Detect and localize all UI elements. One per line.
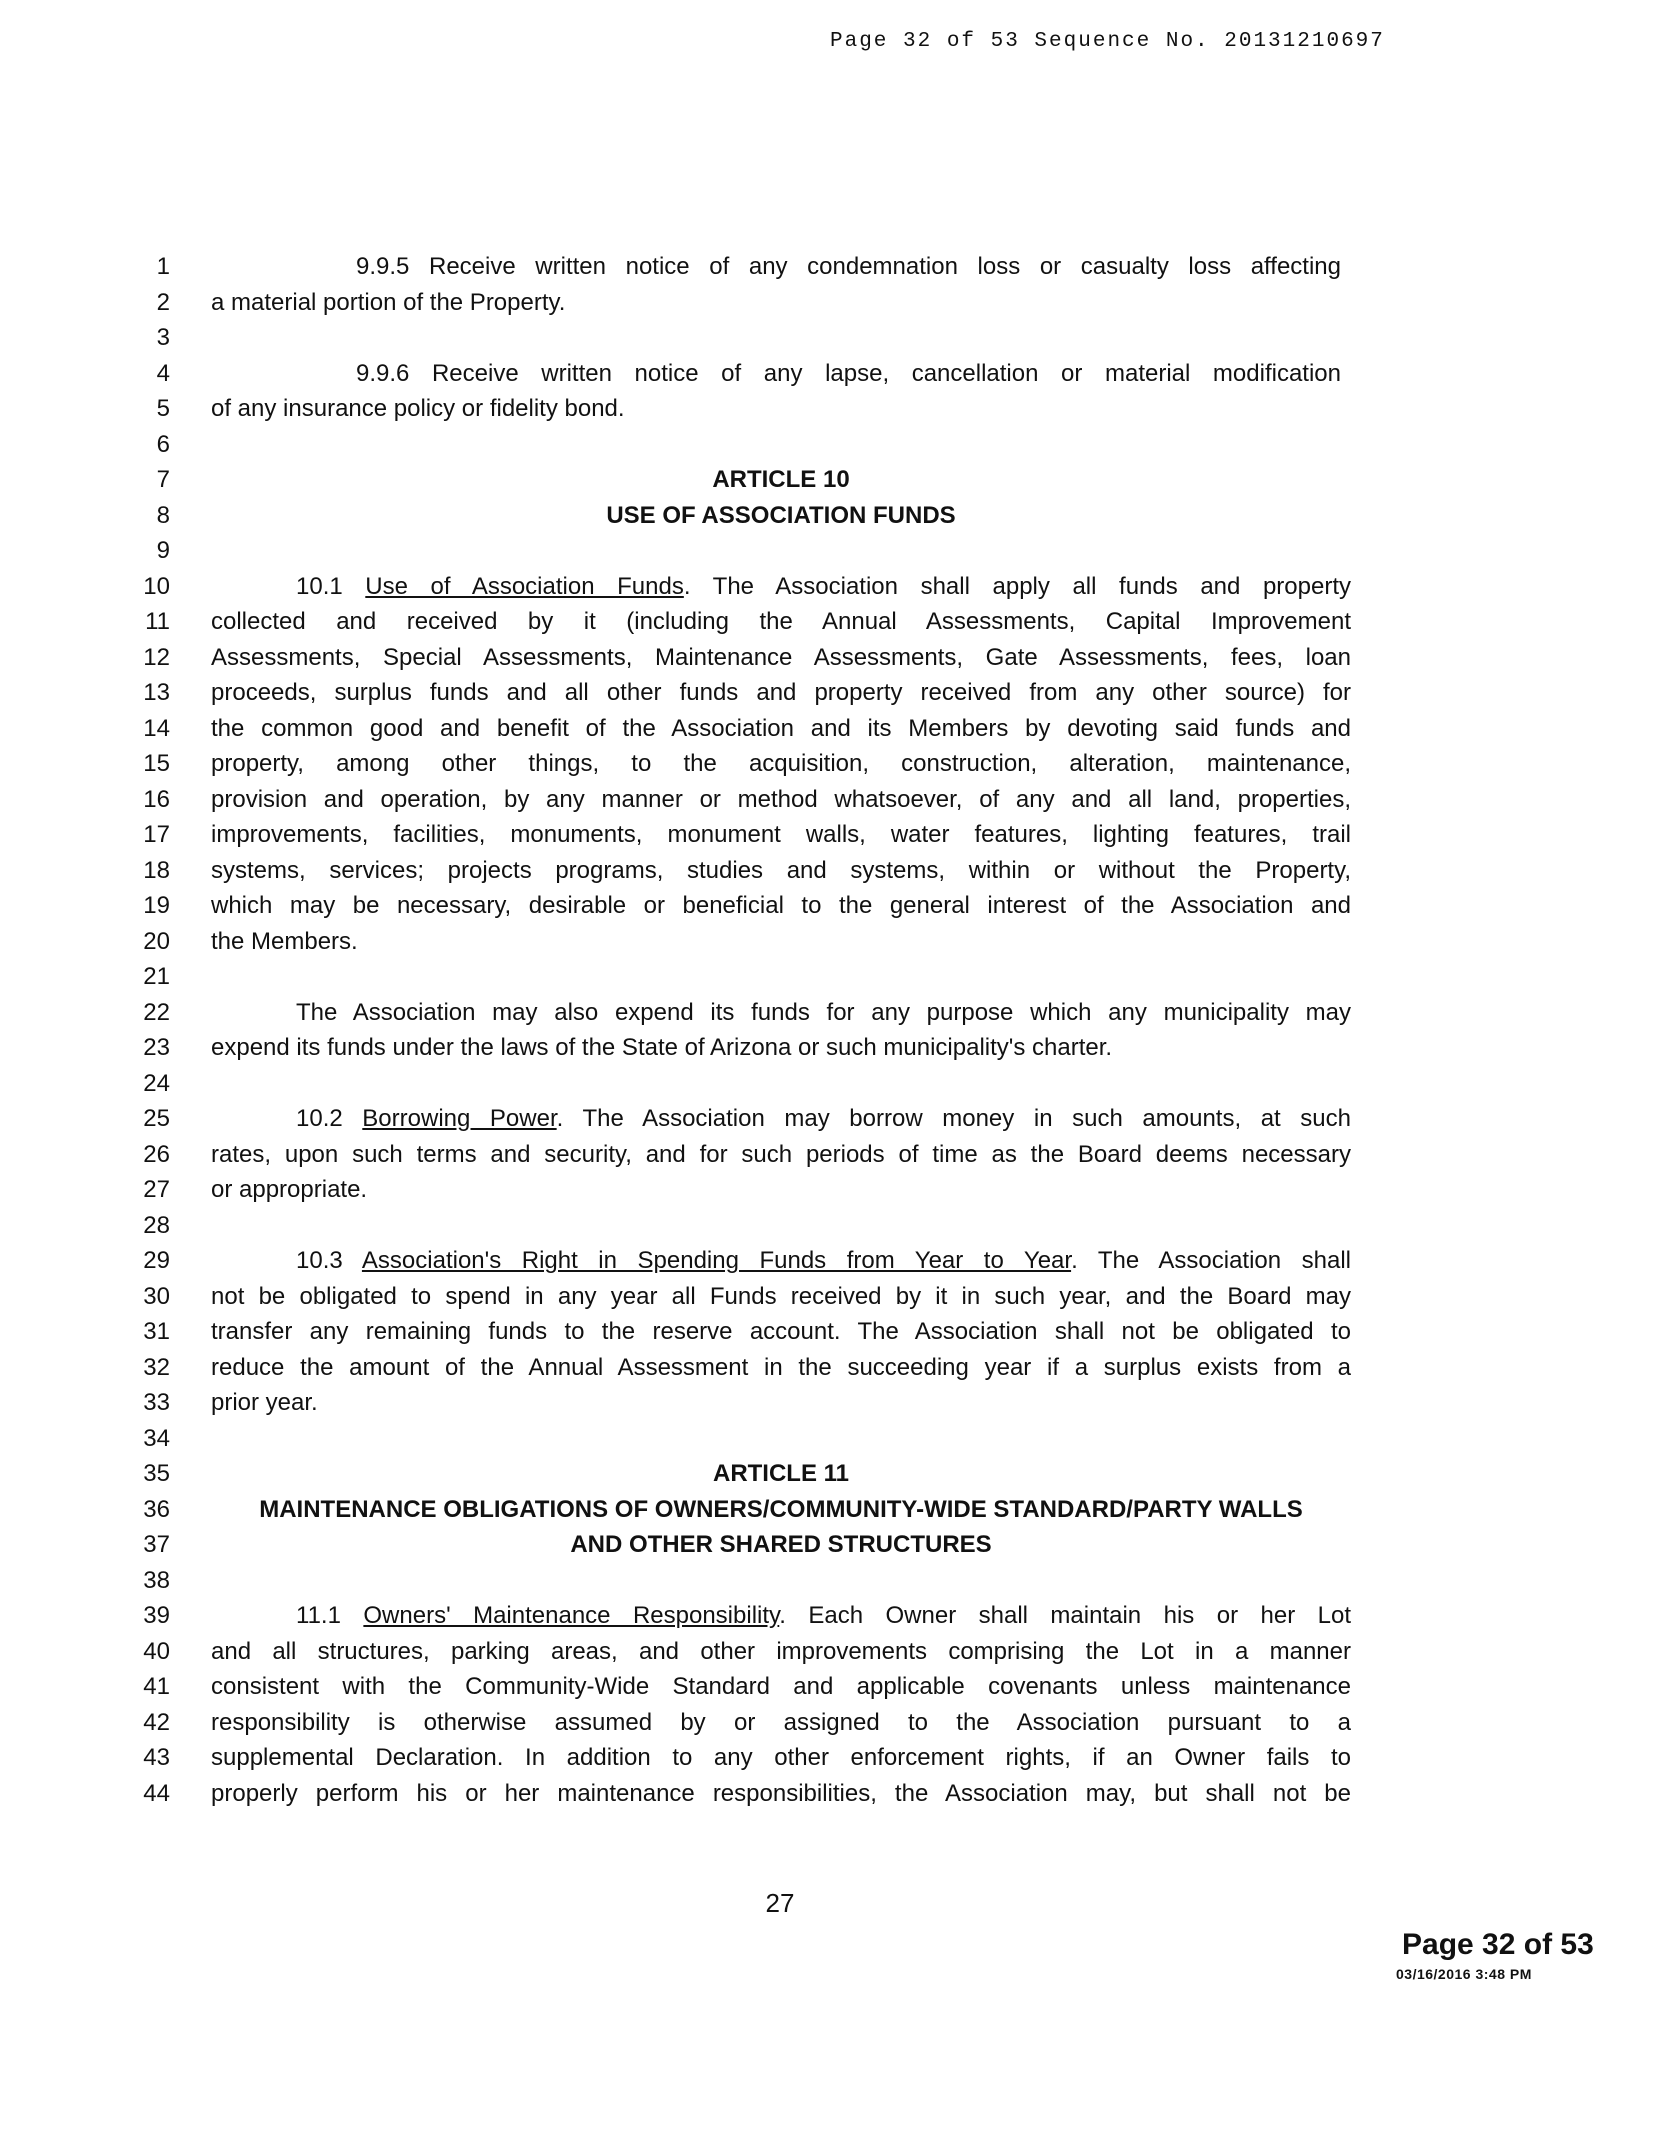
text-segment: The Association may also expend its funds for any purpose which any municipality may bbox=[296, 998, 1351, 1026]
text-segment: 9.9.6 Receive written notice of any lapse, cancellation or material modification bbox=[356, 359, 1341, 387]
text-line bbox=[211, 1779, 1351, 1809]
text-segment: 10.1 bbox=[296, 572, 366, 600]
text-line bbox=[211, 1637, 1351, 1667]
line-number: 18 bbox=[143, 856, 170, 884]
line-number: 21 bbox=[143, 963, 170, 990]
text-segment: 11.1 bbox=[296, 1602, 364, 1629]
line-number: 26 bbox=[143, 1140, 170, 1168]
line-number: 5 bbox=[156, 395, 170, 422]
line-number: 20 bbox=[143, 927, 170, 955]
text-line bbox=[211, 1459, 1351, 1489]
text-line bbox=[211, 856, 1351, 886]
text-segment: Assessments, Special Assessments, Maintenance Assessments, Gate Assessments, fees, loan bbox=[211, 643, 1351, 671]
line-number: 40 bbox=[143, 1637, 170, 1665]
text-line bbox=[211, 643, 1351, 673]
text-segment: rates, upon such terms and security, and for such periods of time as the Board deems necessary bbox=[211, 1140, 1351, 1168]
line-number: 29 bbox=[143, 1247, 170, 1274]
line-number: 3 bbox=[156, 324, 170, 351]
text-segment: . Each Owner shall maintain his or her Lot bbox=[779, 1602, 1351, 1629]
line-number: 36 bbox=[143, 1495, 170, 1523]
text-segment: the Members. bbox=[211, 927, 358, 955]
text-line bbox=[296, 1104, 1351, 1134]
line-number: 23 bbox=[143, 1034, 170, 1061]
line-number: 41 bbox=[143, 1673, 170, 1700]
text-segment: prior year. bbox=[211, 1389, 318, 1416]
line-number: 24 bbox=[143, 1069, 170, 1097]
text-line bbox=[211, 891, 1351, 921]
line-number: 32 bbox=[143, 1353, 170, 1381]
line-number: 12 bbox=[143, 643, 170, 671]
text-line bbox=[211, 1317, 1351, 1347]
line-number: 25 bbox=[143, 1105, 170, 1132]
text-segment: not be obligated to spend in any year all Funds received by it in such year, and the Board may bbox=[211, 1282, 1351, 1310]
text-line bbox=[211, 1743, 1351, 1773]
text-line bbox=[211, 1672, 1351, 1702]
text-line bbox=[211, 1708, 1351, 1738]
line-number: 9 bbox=[156, 537, 170, 564]
line-number: 27 bbox=[143, 1176, 170, 1203]
text-segment: a material portion of the Property. bbox=[211, 288, 566, 316]
text-segment: reduce the amount of the Annual Assessment in the succeeding year if a surplus exists from a bbox=[211, 1353, 1351, 1381]
text-segment: USE OF ASSOCIATION FUNDS bbox=[606, 501, 956, 529]
text-segment: of any insurance policy or fidelity bond. bbox=[211, 395, 625, 422]
text-line bbox=[211, 394, 1351, 424]
text-segment: . The Association shall apply all funds and property bbox=[683, 572, 1351, 600]
text-segment: . The Association shall bbox=[1071, 1247, 1352, 1274]
text-line bbox=[211, 465, 1351, 495]
line-number: 39 bbox=[143, 1602, 170, 1629]
text-segment: expend its funds under the laws of the State of Arizona or such municipality's charter. bbox=[211, 1034, 1113, 1061]
text-line bbox=[211, 714, 1351, 744]
section-heading: Association's Right in Spending Funds from Year to Year bbox=[361, 1247, 1072, 1274]
line-number: 10 bbox=[143, 572, 170, 600]
line-number: 6 bbox=[156, 430, 170, 458]
text-line bbox=[211, 1495, 1351, 1525]
text-segment: responsibility is otherwise assumed by or assigned to the Association pursuant to a bbox=[211, 1708, 1351, 1736]
text-segment: ARTICLE 10 bbox=[712, 466, 850, 493]
text-segment: or appropriate. bbox=[211, 1176, 368, 1203]
text-line bbox=[356, 359, 1341, 389]
text-line bbox=[211, 678, 1351, 708]
line-number: 7 bbox=[156, 466, 170, 493]
text-line bbox=[211, 1175, 1351, 1205]
text-segment: . The Association may borrow money in such amounts, at such bbox=[556, 1105, 1351, 1132]
text-line bbox=[211, 1530, 1351, 1560]
text-segment: improvements, facilities, monuments, monument walls, water features, lighting features, trail bbox=[211, 821, 1351, 848]
text-segment: consistent with the Community-Wide Standard and applicable covenants unless maintenance bbox=[211, 1673, 1351, 1700]
text-segment: AND OTHER SHARED STRUCTURES bbox=[570, 1531, 992, 1558]
text-segment: which may be necessary, desirable or beneficial to the general interest of the Association and bbox=[211, 892, 1351, 919]
text-line bbox=[211, 1282, 1351, 1312]
line-number: 31 bbox=[143, 1318, 170, 1345]
line-number: 19 bbox=[143, 892, 170, 919]
text-line bbox=[356, 252, 1341, 282]
text-line bbox=[211, 1140, 1351, 1170]
text-segment: collected and received by it (including the Annual Assessments, Capital Improvement bbox=[211, 608, 1351, 635]
line-number: 16 bbox=[143, 785, 170, 813]
text-line bbox=[211, 927, 1351, 957]
line-number: 33 bbox=[143, 1389, 170, 1416]
page-stamp: Page 32 of 53 bbox=[1402, 1928, 1594, 1961]
text-line bbox=[211, 501, 1351, 531]
line-number: 28 bbox=[143, 1211, 170, 1239]
sequence-header: Page 32 of 53 Sequence No. 20131210697 bbox=[830, 30, 1385, 53]
line-number: 13 bbox=[143, 679, 170, 706]
text-line bbox=[211, 607, 1351, 637]
line-number: 35 bbox=[143, 1460, 170, 1487]
line-number: 1 bbox=[156, 253, 170, 280]
text-line bbox=[211, 1353, 1351, 1383]
line-number: 34 bbox=[143, 1424, 170, 1452]
stamp-date: 03/16/2016 3:48 PM bbox=[1396, 1966, 1532, 1982]
line-number: 44 bbox=[143, 1779, 170, 1807]
text-line bbox=[296, 998, 1351, 1028]
text-segment: proceeds, surplus funds and all other funds and property received from any other source) for bbox=[211, 679, 1351, 706]
line-number: 8 bbox=[156, 501, 170, 529]
text-line bbox=[211, 820, 1351, 850]
line-number: 11 bbox=[145, 608, 170, 635]
text-segment: MAINTENANCE OBLIGATIONS OF OWNERS/COMMUNITY-WIDE STANDARD/PARTY WALLS bbox=[259, 1495, 1303, 1523]
text-segment: supplemental Declaration. In addition to any other enforcement rights, if an Owner fails to bbox=[211, 1744, 1351, 1771]
text-segment: properly perform his or her maintenance responsibilities, the Association may, but shall not be bbox=[211, 1779, 1351, 1807]
text-segment: and all structures, parking areas, and other improvements comprising the Lot in a manner bbox=[211, 1637, 1351, 1665]
line-number: 38 bbox=[143, 1566, 170, 1594]
text-line bbox=[211, 288, 1351, 318]
section-heading: Borrowing Power bbox=[362, 1105, 557, 1132]
text-line bbox=[211, 749, 1351, 779]
text-segment: 9.9.5 Receive written notice of any condemnation loss or casualty loss affecting bbox=[356, 253, 1341, 280]
text-segment: 10.2 bbox=[296, 1105, 363, 1132]
line-number: 17 bbox=[143, 821, 170, 848]
line-number: 30 bbox=[143, 1282, 170, 1310]
line-number: 43 bbox=[143, 1744, 170, 1771]
line-number: 37 bbox=[143, 1531, 170, 1558]
text-line bbox=[296, 572, 1351, 602]
text-segment: provision and operation, by any manner or method whatsoever, of any and all land, properties, bbox=[211, 785, 1351, 813]
text-line bbox=[211, 1033, 1351, 1063]
line-number: 2 bbox=[156, 288, 170, 316]
text-segment: 10.3 bbox=[296, 1247, 362, 1274]
text-line bbox=[211, 785, 1351, 815]
text-segment: the common good and benefit of the Association and its Members by devoting said funds and bbox=[211, 714, 1351, 742]
line-number: 22 bbox=[143, 998, 170, 1026]
text-segment: property, among other things, to the acquisition, construction, alteration, maintenance, bbox=[211, 750, 1351, 777]
text-line bbox=[296, 1246, 1351, 1276]
line-number: 4 bbox=[156, 359, 170, 387]
text-segment: transfer any remaining funds to the reserve account. The Association shall not be obligated to bbox=[211, 1318, 1351, 1345]
line-number: 14 bbox=[143, 714, 170, 742]
line-number: 15 bbox=[143, 750, 170, 777]
page-number: 27 bbox=[765, 1888, 795, 1918]
line-number: 42 bbox=[143, 1708, 170, 1736]
section-heading: Owners' Maintenance Responsibility bbox=[363, 1602, 780, 1629]
section-heading: Use of Association Funds bbox=[365, 572, 684, 600]
text-segment: systems, services; projects programs, studies and systems, within or without the Property, bbox=[211, 856, 1351, 884]
text-line bbox=[211, 1388, 1351, 1418]
text-segment: ARTICLE 11 bbox=[712, 1460, 850, 1487]
text-line bbox=[296, 1601, 1351, 1631]
